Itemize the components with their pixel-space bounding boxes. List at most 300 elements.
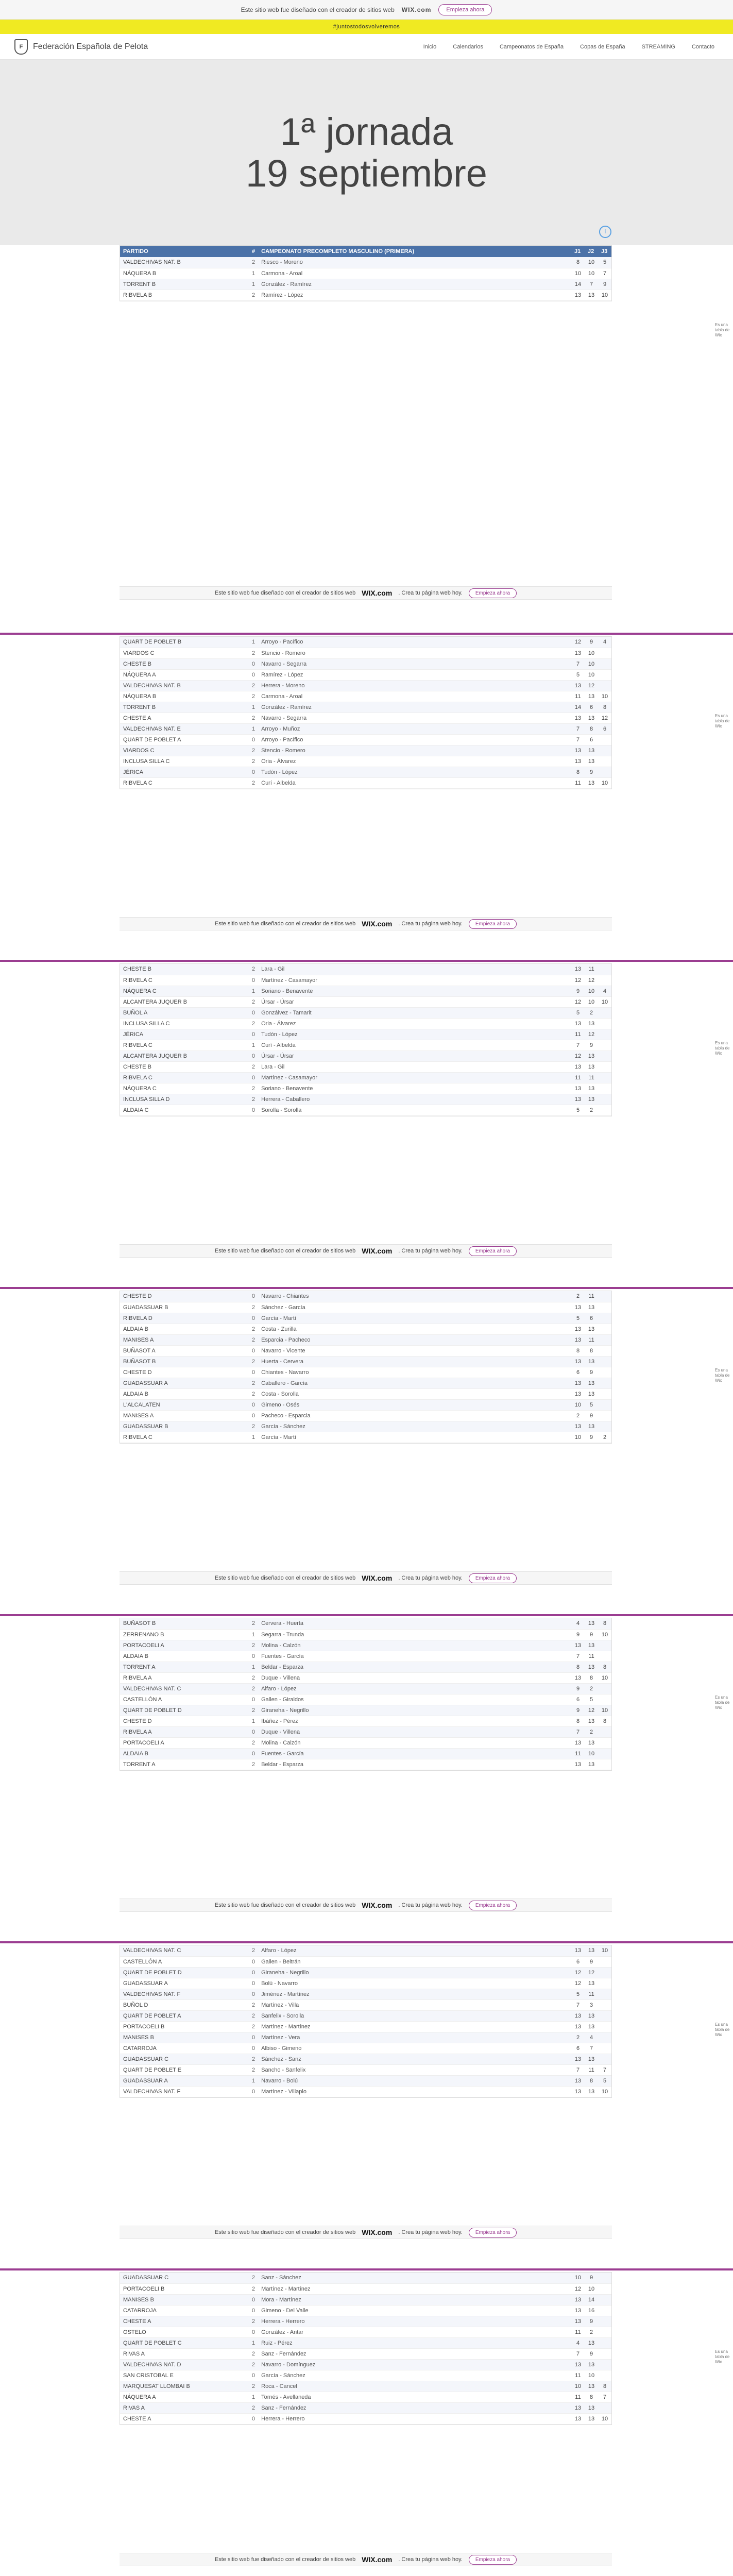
table-row — [120, 2413, 611, 2424]
cell-team: GUADASSUAR A — [120, 1978, 249, 1989]
cell-pos: 2 — [249, 1388, 258, 1399]
cell-team: CHESTE A — [120, 713, 249, 723]
cell-game2: 13 — [585, 713, 598, 723]
cell-pos: 2 — [249, 2054, 258, 2064]
nav-item-calendarios[interactable]: Calendarios — [453, 43, 483, 50]
cell-game3 — [598, 2305, 611, 2316]
cell-pos: 2 — [249, 680, 258, 691]
cell-pos: 1 — [249, 2337, 258, 2348]
cell-game1: 10 — [571, 1432, 585, 1443]
cell-game2: 11 — [585, 1334, 598, 1345]
table-row — [120, 1410, 611, 1421]
cell-team: GUADASSUAR B — [120, 1421, 249, 1432]
cell-game3 — [598, 1302, 611, 1313]
cell-pos: 1 — [249, 1040, 258, 1050]
cell-game3 — [598, 1313, 611, 1324]
cell-pair: Martínez - Villaplo — [258, 2086, 571, 2097]
cell-pos: 2 — [249, 2283, 258, 2294]
cell-game3: 12 — [598, 713, 611, 723]
cell-pair: Roca - Cancel — [258, 2381, 571, 2392]
cell-game2: 9 — [585, 767, 598, 777]
wix-ad-text: Este sitio web fue diseñado con el creador de sitios web — [214, 1902, 356, 1908]
cell-game1: 13 — [571, 2413, 585, 2424]
cell-team: BUÑASOT B — [120, 1618, 249, 1629]
cell-game3 — [598, 1388, 611, 1399]
cell-team: CASTELLÓN A — [120, 1694, 249, 1705]
cell-team: QUART DE POBLET A — [120, 2010, 249, 2021]
table-row — [120, 2359, 611, 2370]
table-row — [120, 279, 611, 290]
cell-team: NÁQUERA B — [120, 691, 249, 702]
cell-pair: Giraneha - Negrillo — [258, 1967, 571, 1978]
cell-game2: 10 — [585, 669, 598, 680]
cell-game2: 8 — [585, 2075, 598, 2086]
cell-pair: González - Antar — [258, 2327, 571, 2337]
cell-pair: Gimeno - Osés — [258, 1399, 571, 1410]
cell-game2: 9 — [585, 2316, 598, 2327]
cell-pair: Martínez - Casamayor — [258, 975, 571, 986]
table-row — [120, 2086, 611, 2097]
cell-pair: Martínez - Vera — [258, 2032, 571, 2043]
cell-game3 — [598, 2010, 611, 2021]
cell-pair: Costa - Sorolla — [258, 1388, 571, 1399]
cell-game3 — [598, 745, 611, 756]
cell-pos: 0 — [249, 1105, 258, 1115]
cell-game2: 13 — [585, 756, 598, 767]
nav-item-copas[interactable]: Copas de España — [580, 43, 625, 50]
cell-game3: 10 — [598, 1672, 611, 1683]
cell-pair: Sanfelix - Sorolla — [258, 2010, 571, 2021]
cell-game3 — [598, 1094, 611, 1105]
table-row — [120, 1050, 611, 1061]
cell-pos: 1 — [249, 2075, 258, 2086]
cell-game3 — [598, 2283, 611, 2294]
cell-game3 — [598, 1421, 611, 1432]
cell-pos: 2 — [249, 1737, 258, 1748]
cell-game3 — [598, 1324, 611, 1334]
cell-pair: Herrera - Caballero — [258, 1094, 571, 1105]
table-header-row — [120, 246, 611, 257]
cell-team: ALDAIA B — [120, 1388, 249, 1399]
cell-game1: 12 — [571, 975, 585, 986]
cell-game3: 8 — [598, 702, 611, 713]
cell-game3 — [598, 1345, 611, 1356]
table-row — [120, 777, 611, 788]
table-row — [120, 1978, 611, 1989]
table-row — [120, 2032, 611, 2043]
cell-game1: 7 — [571, 2348, 585, 2359]
federation-crest-icon: F — [14, 39, 28, 55]
cell-game2: 9 — [585, 1956, 598, 1967]
cell-pos: 2 — [249, 1705, 258, 1716]
cell-pair: Navarro - Segarra — [258, 658, 571, 669]
cell-game2: 10 — [585, 986, 598, 996]
cell-game2: 10 — [585, 257, 598, 268]
cell-pos: 0 — [249, 1345, 258, 1356]
cell-game3: 7 — [598, 268, 611, 279]
cell-pair: Curí - Albelda — [258, 1040, 571, 1050]
cell-team: BUÑASOT A — [120, 1345, 249, 1356]
cell-game2: 13 — [585, 1978, 598, 1989]
wix-ad-cta[interactable]: Empieza ahora — [469, 2555, 517, 2565]
cell-pos: 0 — [249, 1748, 258, 1759]
cell-game2: 7 — [585, 279, 598, 290]
table-row — [120, 1007, 611, 1018]
cell-game3 — [598, 1291, 611, 1302]
cell-pair: Molina - Calzón — [258, 1737, 571, 1748]
cell-game1: 13 — [571, 1759, 585, 1770]
table-row — [120, 1967, 611, 1978]
nav-item-contacto[interactable]: Contacto — [691, 43, 714, 50]
cell-game2: 2 — [585, 1726, 598, 1737]
th-c3: J3 — [598, 246, 611, 257]
wix-ad-cta[interactable]: Empieza ahora — [469, 1901, 517, 1910]
cell-game1: 7 — [571, 734, 585, 745]
cell-game3: 8 — [598, 2381, 611, 2392]
cell-game1: 7 — [571, 723, 585, 734]
cell-team: TORRENT A — [120, 1759, 249, 1770]
cell-game2: 13 — [585, 691, 598, 702]
cell-team: L'ALCALATEN — [120, 1399, 249, 1410]
table-row — [120, 986, 611, 996]
cell-team: RIBVELA C — [120, 975, 249, 986]
wix-ad-cta[interactable]: Empieza ahora — [469, 2228, 517, 2238]
cell-game3 — [598, 734, 611, 745]
cell-pair: Ramírez - López — [258, 290, 571, 300]
cell-team: RIBVELA B — [120, 290, 249, 300]
cell-pos: 0 — [249, 1694, 258, 1705]
cell-pair: Ramírez - López — [258, 669, 571, 680]
table-row — [120, 2294, 611, 2305]
cell-game1: 13 — [571, 1672, 585, 1683]
cell-team: RIBVELA D — [120, 1313, 249, 1324]
cell-game3: 7 — [598, 2064, 611, 2075]
cell-pair: Fuentes - García — [258, 1651, 571, 1662]
wix-ad-brand: WIX.com — [362, 589, 393, 597]
cell-team: INCLUSA SILLA C — [120, 756, 249, 767]
cell-game1: 9 — [571, 1683, 585, 1694]
cell-pos: 0 — [249, 669, 258, 680]
cell-pair: Tornés - Avellaneda — [258, 2392, 571, 2402]
cell-team: RIBVELA A — [120, 1726, 249, 1737]
cell-pos: 2 — [249, 756, 258, 767]
table-row — [120, 2337, 611, 2348]
cell-team: GUADASSUAR A — [120, 2075, 249, 2086]
cell-game1: 4 — [571, 2337, 585, 2348]
table-row — [120, 1378, 611, 1388]
cell-game3 — [598, 1105, 611, 1115]
cell-game1: 5 — [571, 1989, 585, 1999]
cell-game1: 5 — [571, 1313, 585, 1324]
cell-game2: 11 — [585, 1072, 598, 1083]
cell-pair: Oria - Álvarez — [258, 1018, 571, 1029]
wix-ad-bar — [120, 2226, 612, 2239]
main-nav — [415, 40, 723, 54]
cell-game3 — [598, 2054, 611, 2064]
cell-pos: 0 — [249, 1726, 258, 1737]
cell-team: ALDAIA B — [120, 1651, 249, 1662]
cell-game2: 13 — [585, 1618, 598, 1629]
cell-pair: Sanz - Sánchez — [258, 2273, 571, 2283]
cell-game3: 5 — [598, 2075, 611, 2086]
cell-game3: 4 — [598, 637, 611, 648]
cell-game3 — [598, 1061, 611, 1072]
section-divider — [0, 1941, 733, 1943]
cell-game3 — [598, 1726, 611, 1737]
cell-team: INCLUSA SILLA D — [120, 1094, 249, 1105]
wix-ad-text: Este sitio web fue diseñado con el creador de sitios web — [214, 1575, 356, 1581]
table-row — [120, 1345, 611, 1356]
table-row — [120, 2316, 611, 2327]
cell-pair: Navarro - Bolú — [258, 2075, 571, 2086]
cell-pair: Ruiz - Pérez — [258, 2337, 571, 2348]
cell-game3 — [598, 964, 611, 975]
cell-team: CHESTE A — [120, 2413, 249, 2424]
cell-game3 — [598, 2043, 611, 2054]
cell-game1: 13 — [571, 2054, 585, 2064]
table-row — [120, 1759, 611, 1770]
cell-pair: Beldar - Esparza — [258, 1662, 571, 1672]
cell-game1: 12 — [571, 637, 585, 648]
cell-game3 — [598, 2032, 611, 2043]
nav-item-streaming[interactable]: STREAMING — [641, 43, 675, 50]
cell-game2: 3 — [585, 1999, 598, 2010]
table-row — [120, 1705, 611, 1716]
results-table — [120, 637, 611, 789]
cell-pos: 0 — [249, 1291, 258, 1302]
table-row — [120, 996, 611, 1007]
cell-game2: 13 — [585, 1094, 598, 1105]
cell-game1: 4 — [571, 1618, 585, 1629]
cell-game1: 13 — [571, 1018, 585, 1029]
cell-game2: 10 — [585, 658, 598, 669]
table-row — [120, 1356, 611, 1367]
cell-game1: 12 — [571, 996, 585, 1007]
cell-team: TORRENT A — [120, 1662, 249, 1672]
cell-pos: 0 — [249, 1007, 258, 1018]
cell-game1: 5 — [571, 669, 585, 680]
cell-game3: 5 — [598, 257, 611, 268]
cell-game3 — [598, 1083, 611, 1094]
cell-team: MANISES B — [120, 2032, 249, 2043]
cell-team: MARQUESAT LLOMBAI B — [120, 2381, 249, 2392]
cell-team: ALDAIA B — [120, 1748, 249, 1759]
cell-team: VALDECHIVAS NAT. B — [120, 257, 249, 268]
wix-ad-cta[interactable]: Empieza ahora — [469, 588, 517, 598]
info-icon[interactable]: i — [599, 226, 611, 238]
cell-pos: 2 — [249, 1640, 258, 1651]
cell-game1: 13 — [571, 1324, 585, 1334]
promo-banner: #juntostodosvolveremos — [0, 20, 733, 34]
cell-game2: 10 — [585, 996, 598, 1007]
cell-game3 — [598, 648, 611, 658]
cell-game2: 8 — [585, 1672, 598, 1683]
cell-game2: 13 — [585, 1018, 598, 1029]
cell-game1: 5 — [571, 1007, 585, 1018]
cell-pos: 2 — [249, 1672, 258, 1683]
results-table — [120, 2273, 611, 2425]
cell-team: INCLUSA SILLA C — [120, 1018, 249, 1029]
table-row — [120, 658, 611, 669]
wix-ad-brand: WIX.com — [362, 1901, 393, 1909]
cell-team: VALDECHIVAS NAT. B — [120, 680, 249, 691]
cell-game3 — [598, 2316, 611, 2327]
cell-game3 — [598, 2348, 611, 2359]
cell-game2: 2 — [585, 1007, 598, 1018]
cell-pair: Úrsar - Úrsar — [258, 1050, 571, 1061]
cell-game3: 10 — [598, 2413, 611, 2424]
site-name: Federación Española de Pelota — [33, 42, 148, 51]
cell-game2: 13 — [585, 290, 598, 300]
table-row — [120, 1683, 611, 1694]
cell-team: JÉRICA — [120, 1029, 249, 1040]
cell-pair: Stencio - Romero — [258, 648, 571, 658]
cell-pos: 0 — [249, 2327, 258, 2337]
cell-team: ALCANTERA JUQUER B — [120, 996, 249, 1007]
cell-game1: 10 — [571, 2273, 585, 2283]
cell-pair: Herrera - Herrero — [258, 2316, 571, 2327]
th-team: PARTIDO — [120, 246, 249, 257]
cell-pair: Herrera - Moreno — [258, 680, 571, 691]
table-row — [120, 268, 611, 279]
wix-cta-button[interactable]: Empieza ahora — [438, 4, 492, 15]
table-row — [120, 1094, 611, 1105]
cell-game1: 13 — [571, 1945, 585, 1956]
cell-pair: Gallen - Beltrán — [258, 1956, 571, 1967]
cell-pair: Oria - Álvarez — [258, 756, 571, 767]
cell-game1: 12 — [571, 1050, 585, 1061]
cell-game3: 10 — [598, 290, 611, 300]
cell-team: QUART DE POBLET C — [120, 2337, 249, 2348]
wix-ad-cta[interactable]: Empieza ahora — [469, 919, 517, 929]
cell-game1: 13 — [571, 1094, 585, 1105]
cell-game3 — [598, 1759, 611, 1770]
cell-game3: 8 — [598, 1662, 611, 1672]
hero-section — [0, 60, 733, 245]
cell-pair: Duque - Villena — [258, 1726, 571, 1737]
table-row — [120, 1694, 611, 1705]
site-logo[interactable] — [14, 39, 148, 55]
cell-pos: 2 — [249, 2064, 258, 2075]
cell-game3: 4 — [598, 986, 611, 996]
table-row — [120, 723, 611, 734]
table-row — [120, 713, 611, 723]
cell-team: NÁQUERA A — [120, 2392, 249, 2402]
cell-game1: 9 — [571, 986, 585, 996]
cell-game1: 13 — [571, 1356, 585, 1367]
nav-item-campeonatos[interactable]: Campeonatos de España — [499, 43, 564, 50]
wix-ad-brand: WIX.com — [362, 1247, 393, 1255]
cell-game1: 13 — [571, 2294, 585, 2305]
cell-game1: 13 — [571, 2402, 585, 2413]
cell-pair: González - Ramírez — [258, 279, 571, 290]
cell-team: ZERRENANO B — [120, 1629, 249, 1640]
table-row — [120, 1640, 611, 1651]
table-row — [120, 1999, 611, 2010]
cell-pos: 2 — [249, 2010, 258, 2021]
table-row — [120, 1302, 611, 1313]
cell-game1: 13 — [571, 2305, 585, 2316]
cell-game2: 9 — [585, 2348, 598, 2359]
cell-game2: 13 — [585, 1759, 598, 1770]
cell-team: RIVAS A — [120, 2402, 249, 2413]
th-c2: J2 — [585, 246, 598, 257]
page-subtitle: 19 septiembre — [246, 152, 487, 195]
table-row — [120, 1324, 611, 1334]
cell-game1: 13 — [571, 648, 585, 658]
cell-team: ALCANTERA JUQUER B — [120, 1050, 249, 1061]
results-table — [120, 1945, 611, 2097]
cell-game1: 13 — [571, 2010, 585, 2021]
cell-game2: 13 — [585, 2054, 598, 2064]
cell-team: QUART DE POBLET D — [120, 1967, 249, 1978]
cell-team: GUADASSUAR C — [120, 2273, 249, 2283]
cell-pos: 1 — [249, 1716, 258, 1726]
table-row — [120, 1737, 611, 1748]
cell-pair: Lara - Gil — [258, 1061, 571, 1072]
table-row — [120, 1672, 611, 1683]
cell-pair: Arroyo - Muñoz — [258, 723, 571, 734]
cell-game1: 8 — [571, 1662, 585, 1672]
table-row — [120, 745, 611, 756]
cell-pair: García - Sánchez — [258, 1421, 571, 1432]
cell-game1: 13 — [571, 2316, 585, 2327]
cell-pair: Tudón - López — [258, 1029, 571, 1040]
wix-ad-cta[interactable]: Empieza ahora — [469, 1573, 517, 1583]
cell-pair: Martínez - Casamayor — [258, 1072, 571, 1083]
results-table — [120, 1618, 611, 1770]
cell-pair: Stencio - Romero — [258, 745, 571, 756]
wix-ad-cta[interactable]: Empieza ahora — [469, 1246, 517, 1256]
cell-pair: Fuentes - García — [258, 1748, 571, 1759]
cell-game2: 9 — [585, 1040, 598, 1050]
wix-ad-bar — [120, 586, 612, 600]
side-note: Es una tabla de Wix — [715, 714, 730, 728]
cell-game2: 13 — [585, 2413, 598, 2424]
cell-pair: Navarro - Vicente — [258, 1345, 571, 1356]
cell-pos: 2 — [249, 1083, 258, 1094]
cell-pair: Gimeno - Del Valle — [258, 2305, 571, 2316]
cell-pair: Tudón - López — [258, 767, 571, 777]
wix-ad-bar — [120, 1899, 612, 1912]
cell-pair: Soriano - Benavente — [258, 986, 571, 996]
cell-team: CHESTE D — [120, 1716, 249, 1726]
cell-pos: 2 — [249, 1324, 258, 1334]
side-note: Es una tabla de Wix — [715, 1695, 730, 1710]
cell-game3: 7 — [598, 2392, 611, 2402]
table-row — [120, 1662, 611, 1672]
table-row — [120, 2402, 611, 2413]
table-row — [120, 1291, 611, 1302]
nav-item-inicio[interactable]: Inicio — [423, 43, 437, 50]
cell-game2: 12 — [585, 1029, 598, 1040]
cell-team: CHESTE A — [120, 2316, 249, 2327]
cell-team: ALDAIA C — [120, 1105, 249, 1115]
cell-game1: 7 — [571, 2064, 585, 2075]
cell-game3 — [598, 2021, 611, 2032]
cell-game2: 10 — [585, 648, 598, 658]
cell-pair: Huerta - Cervera — [258, 1356, 571, 1367]
cell-game3: 10 — [598, 1945, 611, 1956]
cell-pos: 0 — [249, 1050, 258, 1061]
cell-game2: 13 — [585, 1061, 598, 1072]
cell-pair: Gonzálvez - Tamarit — [258, 1007, 571, 1018]
cell-game2: 6 — [585, 702, 598, 713]
cell-pos: 0 — [249, 2413, 258, 2424]
cell-pos: 2 — [249, 257, 258, 268]
cell-team: VIARDOS C — [120, 745, 249, 756]
wix-ad-suffix: . Crea tu página web hoy. — [398, 2556, 463, 2563]
